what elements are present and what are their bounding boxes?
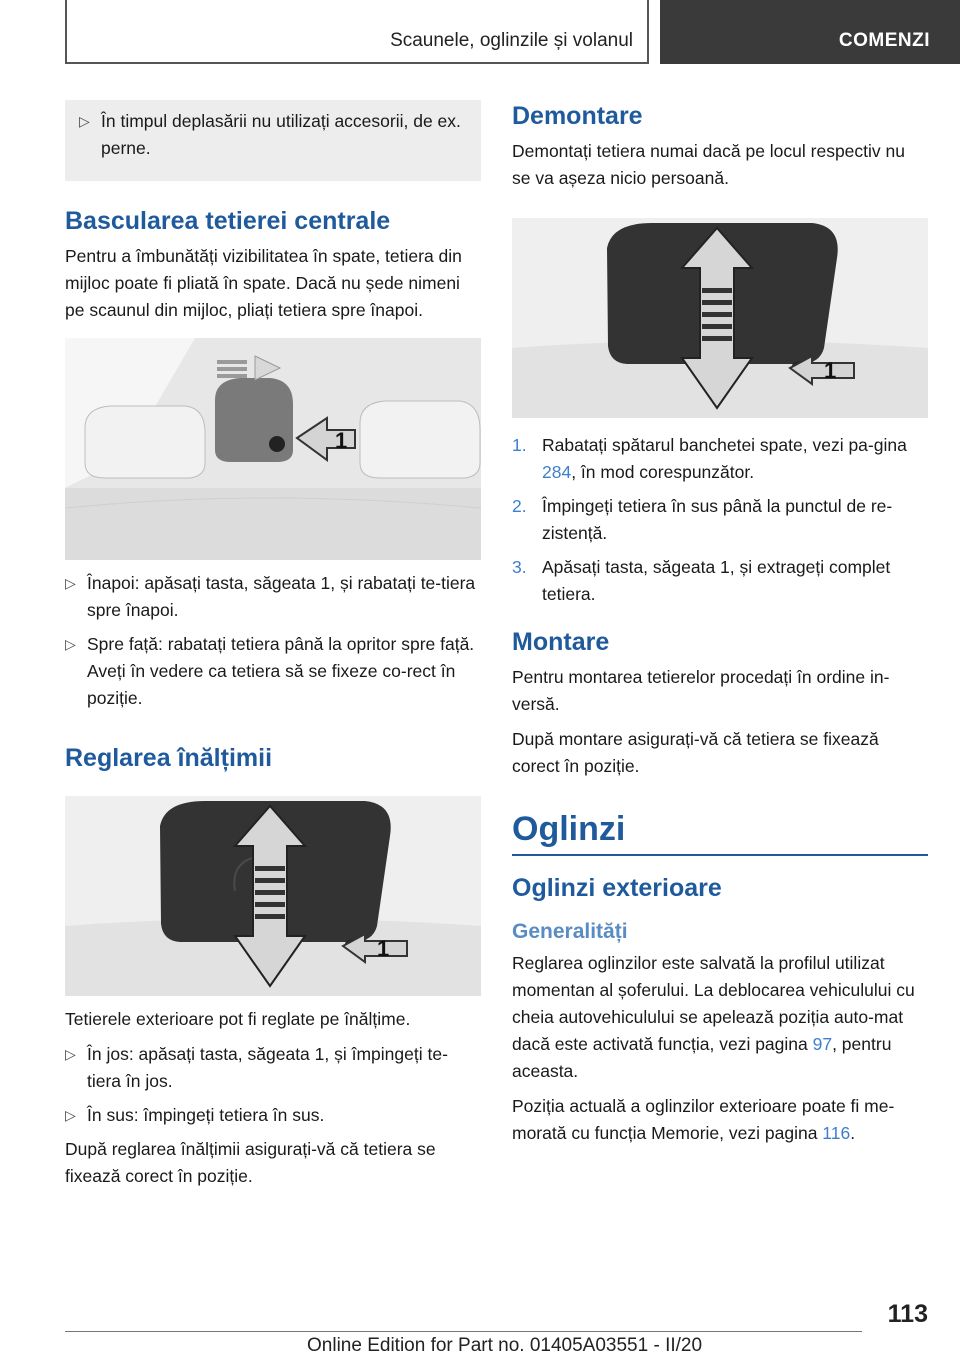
- step-number: 1.: [512, 435, 527, 455]
- bullet-item: [65, 1041, 481, 1095]
- heading-fold: Bascularea tetierei centrale: [65, 207, 391, 235]
- paragraph-part: Reglarea oglinzilor este salvată la profilul utilizat momentan al șoferului. La deblocarea vehiculului cu cheia autovehiculului se apelează poziția auto-mat dacă este activată funcția, vezi pagina: [512, 953, 915, 1054]
- heading-general: Generalități: [512, 920, 628, 943]
- heading-remove: Demontare: [512, 102, 643, 130]
- bullet-item: [65, 1102, 481, 1129]
- step-text-part: , în mod corespunzător.: [571, 462, 755, 482]
- paragraph-mount-1: Pentru montarea tetierelor procedați în ordine in-versă.: [512, 667, 890, 714]
- triangle-bullet-icon: ▷: [79, 113, 90, 129]
- bullet-text: Spre față: rabatați tetiera până la opritor spre față. Aveți în vedere ca tetiera să se fixeze co-rect în poziție.: [87, 634, 475, 708]
- triangle-bullet-icon: ▷: [65, 575, 76, 591]
- triangle-bullet-icon: ▷: [65, 1046, 76, 1062]
- chapter-title: Scaunele, oglinzile și volanul: [390, 30, 633, 51]
- step-number: 3.: [512, 557, 527, 577]
- page-link[interactable]: 116: [822, 1123, 851, 1143]
- paragraph-part: .: [850, 1123, 856, 1143]
- triangle-bullet-icon: ▷: [65, 636, 76, 652]
- step-text: Împingeți tetiera în sus până la punctul de re-zistență.: [542, 496, 893, 543]
- heading-height: Reglarea înălțimii: [65, 744, 273, 772]
- left-column: [65, 100, 481, 1198]
- heading-mount: Montare: [512, 628, 610, 656]
- page-link[interactable]: 97: [812, 1034, 833, 1054]
- bullet-text: În sus: împingeți tetiera în sus.: [87, 1105, 325, 1125]
- step-item: [512, 432, 928, 486]
- triangle-bullet-icon: ▷: [65, 1107, 76, 1123]
- illustration-headrest-remove: [512, 218, 928, 418]
- header-box: [65, 0, 649, 64]
- step-text-part: Rabatați spătarul banchetei spate, vezi pa-gina: [542, 435, 907, 455]
- footer-rule: [65, 1331, 862, 1332]
- section-tab: [660, 0, 960, 64]
- step-text: Apăsați tasta, săgeata 1, și extrageți complet tetiera.: [542, 557, 891, 604]
- illustration-headrest-height: [65, 796, 481, 996]
- page-number: 113: [887, 1300, 928, 1328]
- bullet-text: În jos: apăsați tasta, săgeata 1, și împingeți te-tiera în jos.: [87, 1044, 448, 1091]
- section-rule: [512, 806, 928, 856]
- paragraph-part: , pentru aceasta.: [512, 1034, 892, 1081]
- step-item: [512, 554, 928, 608]
- bullet-item: [65, 570, 481, 624]
- callout-label: 1: [824, 358, 837, 383]
- paragraph-memory: [512, 1093, 928, 1147]
- paragraph-fold: Pentru a îmbunătăți vizibilitatea în spate, tetiera din mijloc poate fi pliată în spate. Dacă nu șede nimeni pe scaunul din mijloc, pliați tetiera spre înapoi.: [65, 246, 462, 320]
- illustration-rear-headrests: [65, 338, 481, 560]
- callout-label: 1: [377, 936, 390, 961]
- paragraph-part: Poziția actuală a oglinzilor exterioare poate fi me-morată cu funcția Memorie, vezi pagina: [512, 1096, 895, 1143]
- heading-mirrors: Oglinzi: [512, 810, 626, 848]
- section-tag: COMENZI: [838, 30, 930, 51]
- paragraph-after: După reglarea înălțimii asigurați-vă că tetiera se fixează corect în poziție.: [65, 1139, 436, 1186]
- note-item: [79, 108, 467, 162]
- edition-text: Online Edition for Part no. 01405A03551 - II/20: [307, 1335, 703, 1356]
- callout-label: 1: [335, 428, 348, 453]
- step-number: 2.: [512, 496, 527, 516]
- right-column: [512, 100, 928, 1155]
- paragraph-height: Tetierele exterioare pot fi reglate pe înălțime.: [65, 1009, 411, 1029]
- bullet-text: Înapoi: apăsați tasta, săgeata 1, și rabatați te-tiera spre înapoi.: [87, 573, 476, 620]
- paragraph-general: [512, 950, 928, 1085]
- page-link[interactable]: 284: [542, 462, 572, 482]
- note-text: În timpul deplasării nu utilizați accesorii, de ex. perne.: [101, 111, 461, 158]
- step-item: [512, 493, 928, 547]
- paragraph-mount-2: După montare asigurați-vă că tetiera se fixează corect în poziție.: [512, 729, 879, 776]
- bullet-item: [65, 631, 481, 712]
- step-text: [542, 432, 928, 486]
- paragraph-remove: Demontați tetiera numai dacă pe locul respectiv nu se va așeza nicio persoană.: [512, 141, 905, 188]
- heading-exterior-mirrors: Oglinzi exterioare: [512, 874, 722, 902]
- note-box: [65, 100, 481, 181]
